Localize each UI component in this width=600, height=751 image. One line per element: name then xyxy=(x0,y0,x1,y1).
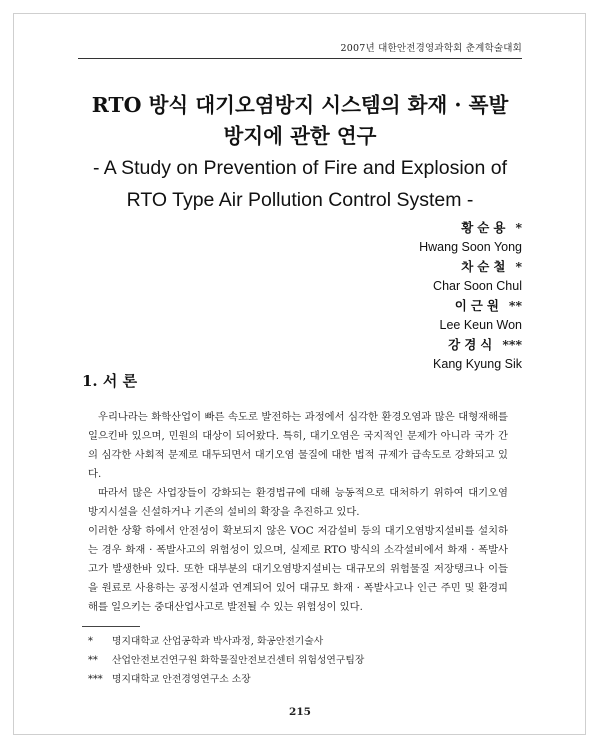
author-english-name: Kang Kyung Sik xyxy=(433,356,522,371)
footnote-rule xyxy=(82,626,140,627)
footnote-text: 산업안전보건연구원 화학물질안전보건센터 위험성연구팀장 xyxy=(112,655,365,666)
section-heading: 1. 서 론 xyxy=(82,372,138,390)
paragraph: 이러한 상황 하에서 안전성이 확보되지 않은 VOC 저감설비 등의 대기오염방지설비를 설치하는 경우 화재 · 폭발사고의 위험성이 있으며, 실제로 RTO 방식의 소각설비에서 화재 · 폭발사고가 발생한바 있다. 또한 대부분의 대기오염방지설비는 대규모의 위험물질 저장탱크나 이들을 원료로 사용하는 공정시설과 연계되어 있어 대규모 화재 · 폭발사고나 인근 주민 및 환경피해를 일으키는 중대산업사고로 발전될 수 있는 위험성이 있다. xyxy=(88,525,508,613)
author-korean-name: 이근원 ** xyxy=(454,298,522,313)
footnotes xyxy=(88,632,364,689)
affiliation-mark: ** xyxy=(508,298,522,313)
author-english-name: Lee Keun Won xyxy=(439,317,522,332)
author-list xyxy=(419,218,522,374)
footnote xyxy=(88,670,364,689)
running-header: 2007년 대한안전경영과학회 춘계학술대회 xyxy=(340,43,522,54)
title-english-line1: - A Study on Prevention of Fire and Explosion of xyxy=(92,157,508,179)
page-number: 215 xyxy=(289,706,311,718)
author-korean-name: 강경식 *** xyxy=(448,337,522,352)
affiliation-mark: * xyxy=(515,259,522,274)
footnote-text: 명지대학교 안전경영연구소 소장 xyxy=(112,674,251,685)
footnote-mark: ** xyxy=(88,655,98,666)
author-english-name: Hwang Soon Yong xyxy=(419,239,522,254)
title-english-line2: RTO Type Air Pollution Control System - xyxy=(126,189,474,211)
affiliation-mark: * xyxy=(515,220,522,235)
author-korean-name: 차순철 * xyxy=(461,259,522,274)
author-english-name: Char Soon Chul xyxy=(433,278,522,293)
paragraph: 우리나라는 화학산업이 빠른 속도로 발전하는 과정에서 심각한 환경오염과 많은 대형재해를 일으킨바 있으며, 민원의 대상이 되어왔다. 특히, 대기오염은 국지적인 문제가 아니라 국가 간의 심각한 사회적 문제로 대두되면서 대기오염 물질에 대한 법적 규제가 급속도로 강화되고 있다. xyxy=(88,411,508,480)
title-korean-line1: RTO 방식 대기오염방지 시스템의 화재 · 폭발 xyxy=(91,93,509,117)
paragraph: 따라서 많은 사업장들이 강화되는 환경법규에 대해 능동적으로 대처하기 위하여 대기오염 방지시설을 신설하거나 기존의 설비의 확장을 추진하고 있다. xyxy=(88,487,508,518)
title-block xyxy=(60,90,540,216)
body-text xyxy=(88,408,508,617)
author-korean-name: 황순용 * xyxy=(461,220,522,235)
affiliation-mark: *** xyxy=(502,337,522,352)
footnote-mark: * xyxy=(88,636,93,647)
footnote xyxy=(88,651,364,670)
footnote xyxy=(88,632,364,651)
footnote-text: 명지대학교 산업공학과 박사과정, 화공안전기술사 xyxy=(112,636,324,647)
title-korean-line2: 방지에 관한 연구 xyxy=(223,124,377,148)
footnote-mark: *** xyxy=(88,674,103,685)
header-rule xyxy=(78,58,522,59)
